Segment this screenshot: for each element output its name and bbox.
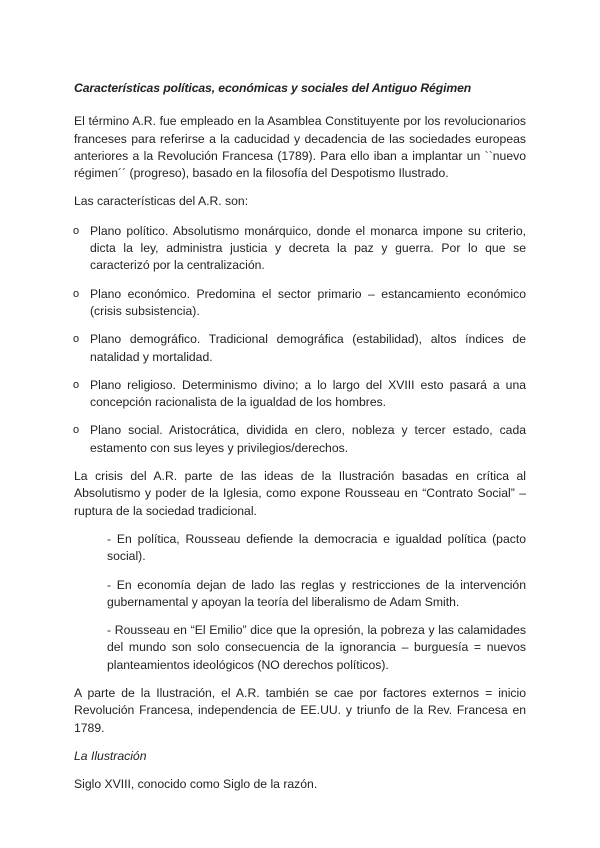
section-text: Siglo XVIII, conocido como Siglo de la razón. <box>74 777 318 792</box>
intro-paragraph: El término A.R. fue empleado en la Asamblea Constituyente por los revolucionarios franceses para referirse a la caducidad y decadencia de las sociedades europeas anteriores a la Revolución Francesa (1789). Para ello iban a implantar un ``nuevo régimen´´ (progreso), basado en la filosofía del Despotismo Ilustrado. <box>74 114 526 181</box>
bullet-marker: o <box>73 287 80 300</box>
list-item-text: Plano social. Aristocrática, dividida en clero, nobleza y tercer estado, cada estamento con sus leyes y privilegios/derechos. <box>90 423 526 455</box>
external-factors-paragraph: A parte de la Ilustración, el A.R. también se cae por factores externos = inicio Revolución Francesa, independencia de EE.UU. y triunfo de la Rev. Francesa en 1789. <box>74 686 526 735</box>
bullet-marker: o <box>73 378 80 391</box>
list-item-text: Plano político. Absolutismo monárquico, donde el monarca impone su criterio, dicta la ley, administra justicia y decreta la paz y guerra. Por lo que se caracterizó por la centralización. <box>90 223 526 273</box>
list-item <box>74 422 526 457</box>
characteristics-lead: Las características del A.R. son: <box>74 194 249 209</box>
sub-point: - En política, Rousseau defiende la democracia e igualdad política (pacto social). <box>107 531 526 564</box>
list-item-text: Plano económico. Predomina el sector primario – estancamiento económico (crisis subsistencia). <box>90 286 526 318</box>
sub-point: - En economía dejan de lado las reglas y restricciones de la intervención gubernamental y apoyan la teoría del liberalismo de Adam Smith. <box>107 577 526 609</box>
list-item <box>74 331 526 366</box>
bullet-marker: o <box>73 424 80 437</box>
document-page <box>74 80 526 794</box>
bullet-marker: o <box>73 333 80 346</box>
section-heading: La Ilustración <box>74 748 147 763</box>
bullet-marker: o <box>73 224 80 237</box>
list-item <box>74 223 526 275</box>
list-item-text: Plano demográfico. Tradicional demográfica (estabilidad), altos índices de natalidad y mortalidad. <box>90 332 526 364</box>
list-item <box>74 286 526 321</box>
document-title: Características políticas, económicas y sociales del Antiguo Régimen <box>74 81 472 95</box>
crisis-paragraph: La crisis del A.R. parte de las ideas de la Ilustración basadas en crítica al Absolutismo y poder de la Iglesia, como expone Rousseau en “Contrato Social” – ruptura de la sociedad tradicional. <box>74 469 526 518</box>
list-item-text: Plano religioso. Determinismo divino; a lo largo del XVIII esto pasará a una concepción racionalista de la igualdad de los hombres. <box>90 377 526 410</box>
characteristics-list <box>74 223 526 457</box>
sub-point: - Rousseau en “El Emilio” dice que la opresión, la pobreza y las calamidades del mundo son solo consecuencia de la ignorancia – burguesía = nuevos planteamientos ideológicos (NO derechos políticos). <box>107 623 526 672</box>
list-item <box>74 377 526 412</box>
